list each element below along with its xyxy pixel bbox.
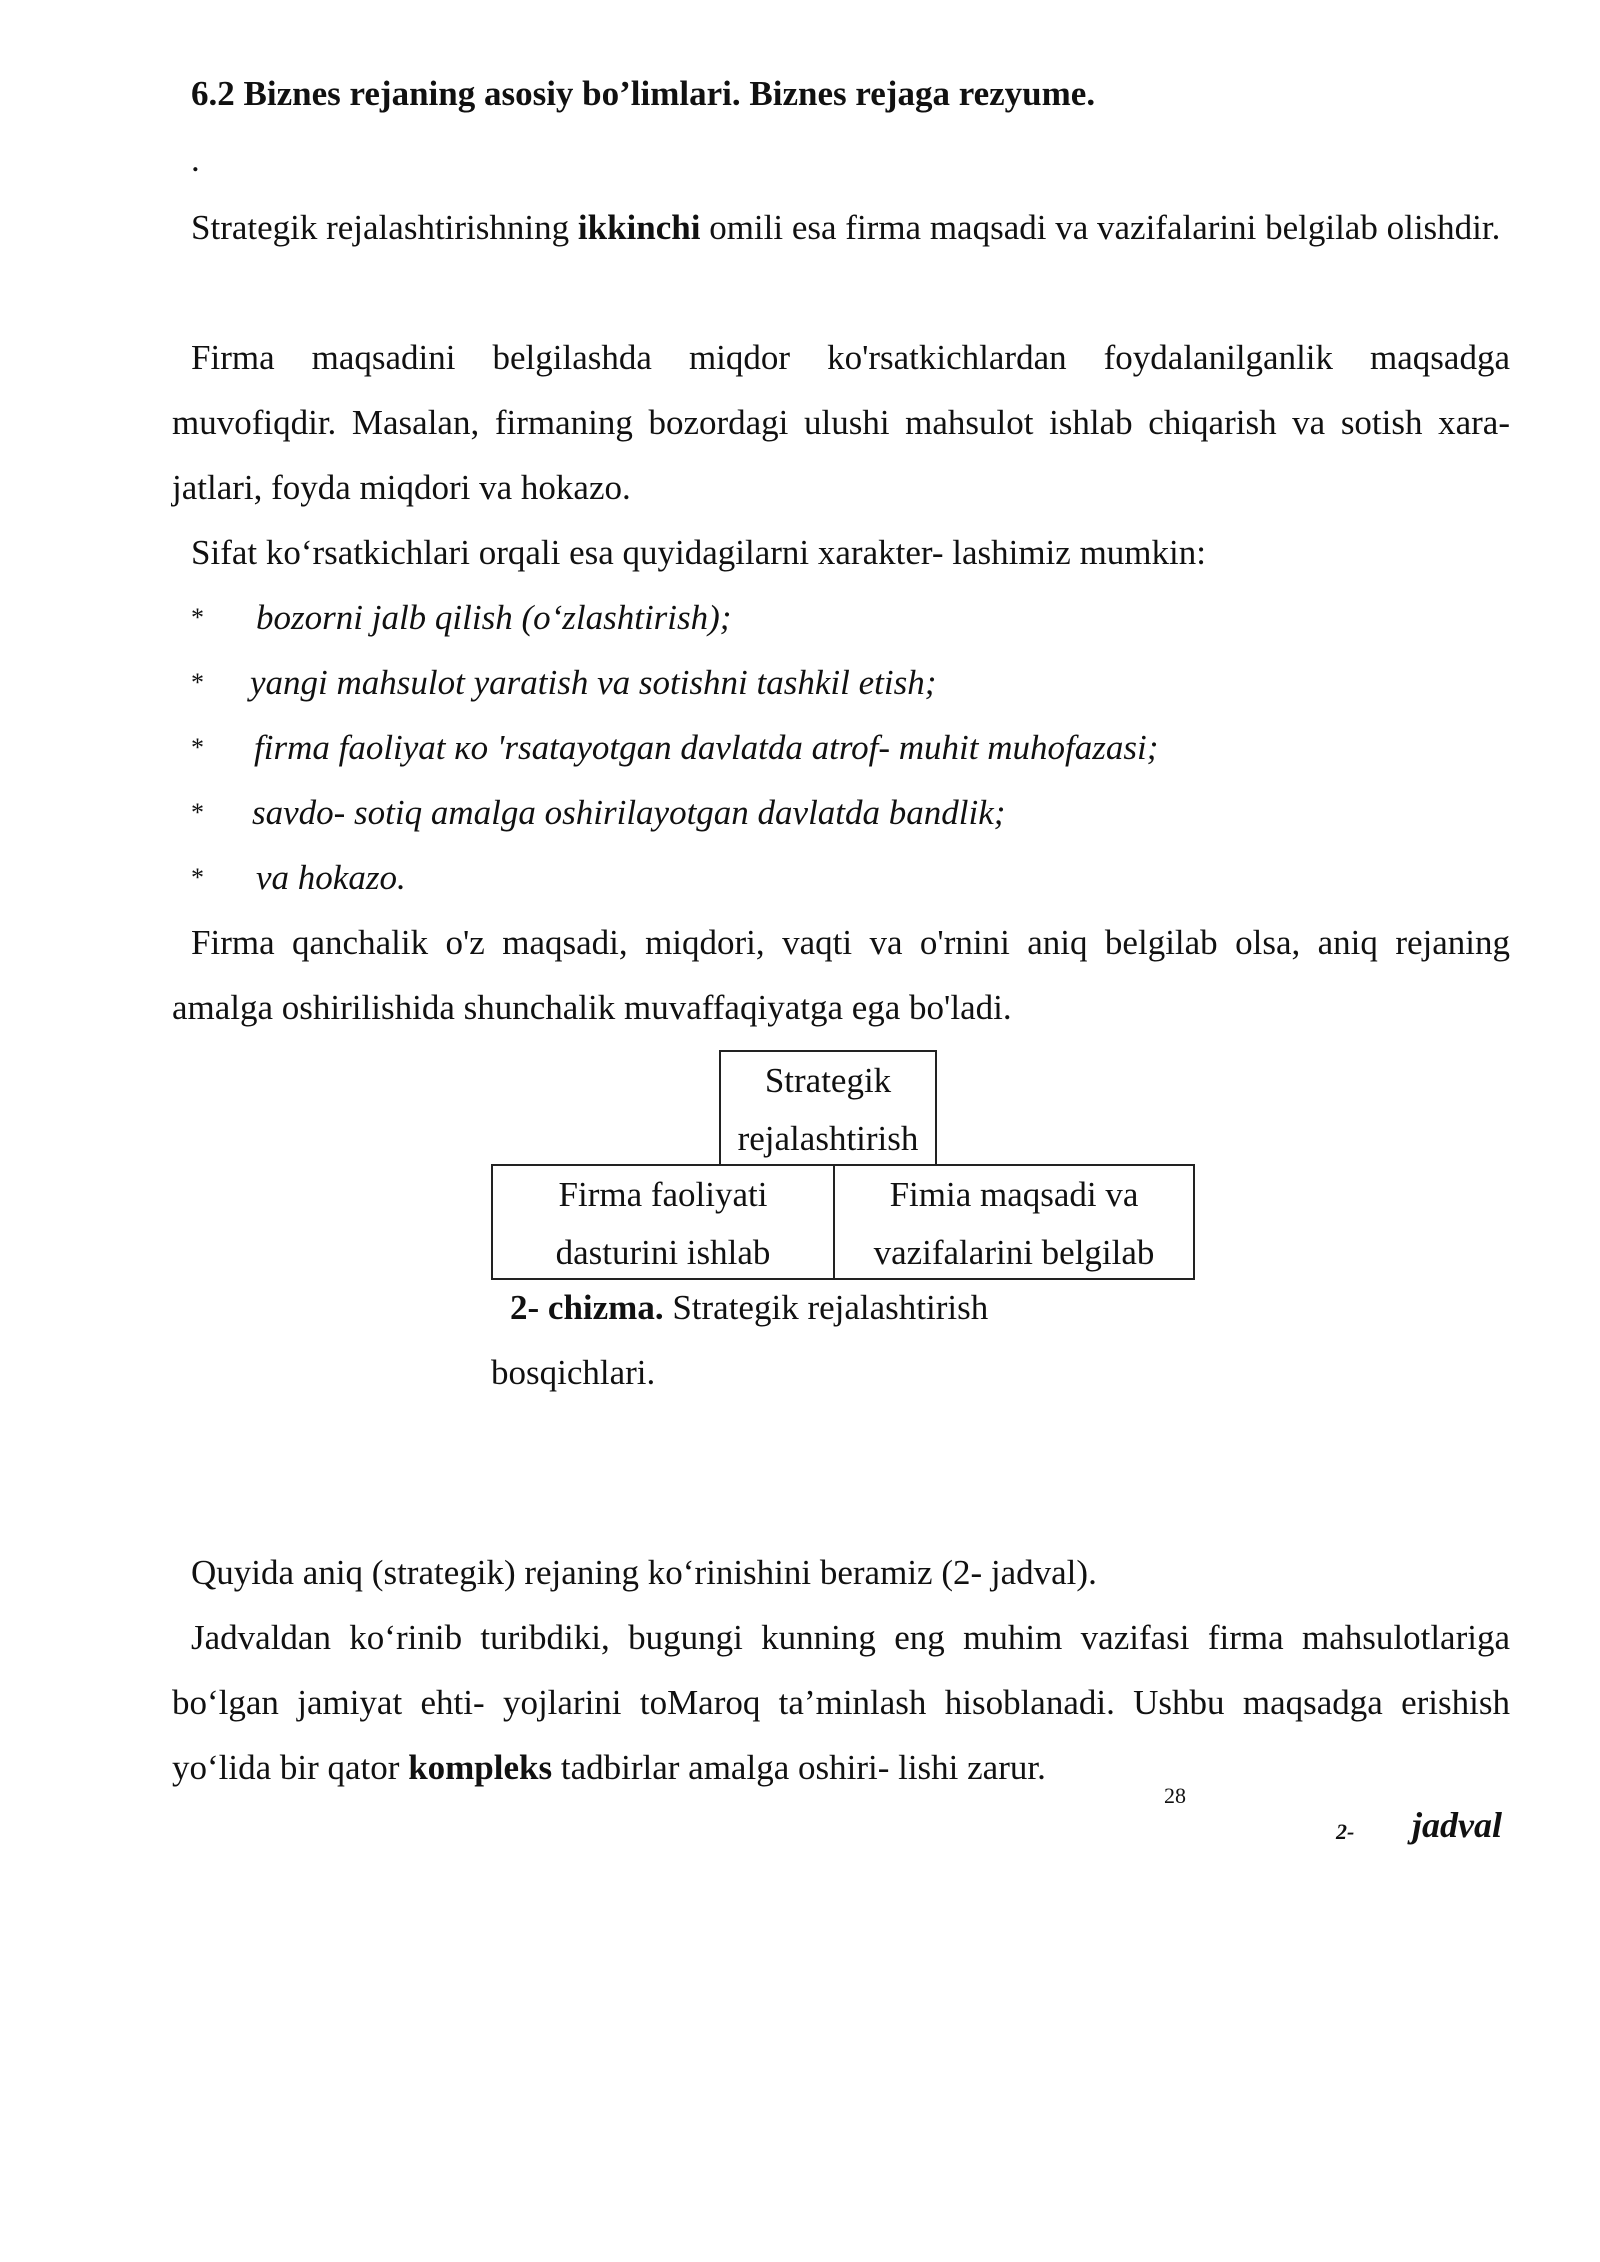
figure-caption-continued: bosqichlari. xyxy=(491,1353,656,1392)
paragraph-4: Firma qanchalik o'z maqsadi, miqdori, vaqti va o'rnini aniq belgilab olsa, aniq rejaning amalga oshirilishida shunchalik muvaffaqiyatga ega bo'ladi. xyxy=(172,923,1510,1027)
paragraph-1 xyxy=(172,195,1510,260)
bullet-asterisk: * xyxy=(191,863,204,892)
paragraph-5: Quyida aniq (strategik) rejaning ko‘rinishini beramiz (2- jadval). xyxy=(191,1553,1097,1592)
section-heading: 6.2 Biznes rejaning asosiy bo’limlari. Biznes rejaga rezyume. xyxy=(191,74,1096,113)
bullet-asterisk: * xyxy=(191,603,204,632)
paragraph-6-bold: kompleks xyxy=(408,1748,553,1787)
bullet-asterisk: * xyxy=(191,733,204,762)
figure-caption-text: Strategik rejalashtirish xyxy=(663,1288,989,1327)
diagram-box-program xyxy=(491,1164,835,1280)
table-number: 2- xyxy=(1336,1819,1355,1844)
bullet-asterisk: * xyxy=(191,668,204,697)
figure-caption xyxy=(510,1275,988,1340)
bullet-asterisk: * xyxy=(191,798,204,827)
paragraph-6 xyxy=(172,1605,1510,1800)
paragraph-1-bold: ikkinchi xyxy=(577,208,701,247)
diagram-box-line: Strategik xyxy=(764,1061,892,1100)
page-number: 28 xyxy=(1164,1783,1186,1808)
diagram-box-line: dasturini ishlab xyxy=(555,1233,771,1272)
figure-caption-label: 2- chizma. xyxy=(510,1288,664,1327)
list-item-text: savdo- sotiq amalga oshirilayotgan davlatda bandlik; xyxy=(252,793,1006,832)
list-item-text: bozorni jalb qilish (o‘zlashtirish); xyxy=(256,598,732,637)
stray-dot: . xyxy=(191,140,200,179)
paragraph-6-text-end: tadbirlar amalga oshiri- lishi zarur. xyxy=(552,1748,1046,1787)
diagram-box-line: vazifalarini belgilab xyxy=(873,1233,1155,1272)
paragraph-1-text-end: omili esa firma maqsadi va vazifalarini belgilab olishdir. xyxy=(700,208,1501,247)
diagram-box-goals xyxy=(833,1164,1195,1280)
list-item-text: va hokazo. xyxy=(256,858,406,897)
paragraph-6-text-start: Jadvaldan ko‘rinib turibdiki, bugungi kunning eng muhim vazifasi firma mahsulotlariga bo‘lgan jamiyat ehti- yojlarini toMaroq ta’minlash hisoblanadi. Ushbu maqsadga erishish yo‘lida bir qator xyxy=(172,1618,1510,1787)
list-item-text: firma faoliyat кo 'rsatayotgan davlatda atrof- muhit muhofazasi; xyxy=(254,728,1159,767)
diagram-box-line: Fimia maqsadi va xyxy=(889,1175,1139,1214)
list-item-text: yangi mahsulot yaratish va sotishni tashkil etish; xyxy=(250,663,937,702)
paragraph-2: Firma maqsadini belgilashda miqdor ko'rsatkichlardan foydalanilganlik maqsadga muvofiqdir. Masalan, firmaning bozordagi ulushi mahsulot ishlab chiqarish va sotish xara- jatlari, foyda miqdori va hokazo. xyxy=(172,338,1510,507)
table-label: jadval xyxy=(1412,1805,1502,1845)
paragraph-1-text-start: Strategik rejalashtirishning xyxy=(191,208,578,247)
diagram-box-strategic-planning xyxy=(719,1050,937,1166)
paragraph-3: Sifat ko‘rsatkichlari orqali esa quyidagilarni xarakter- lashimiz mumkin: xyxy=(191,533,1206,572)
diagram-box-line: Firma faoliyati xyxy=(558,1175,768,1214)
diagram-box-line: rejalashtirish xyxy=(737,1119,919,1158)
